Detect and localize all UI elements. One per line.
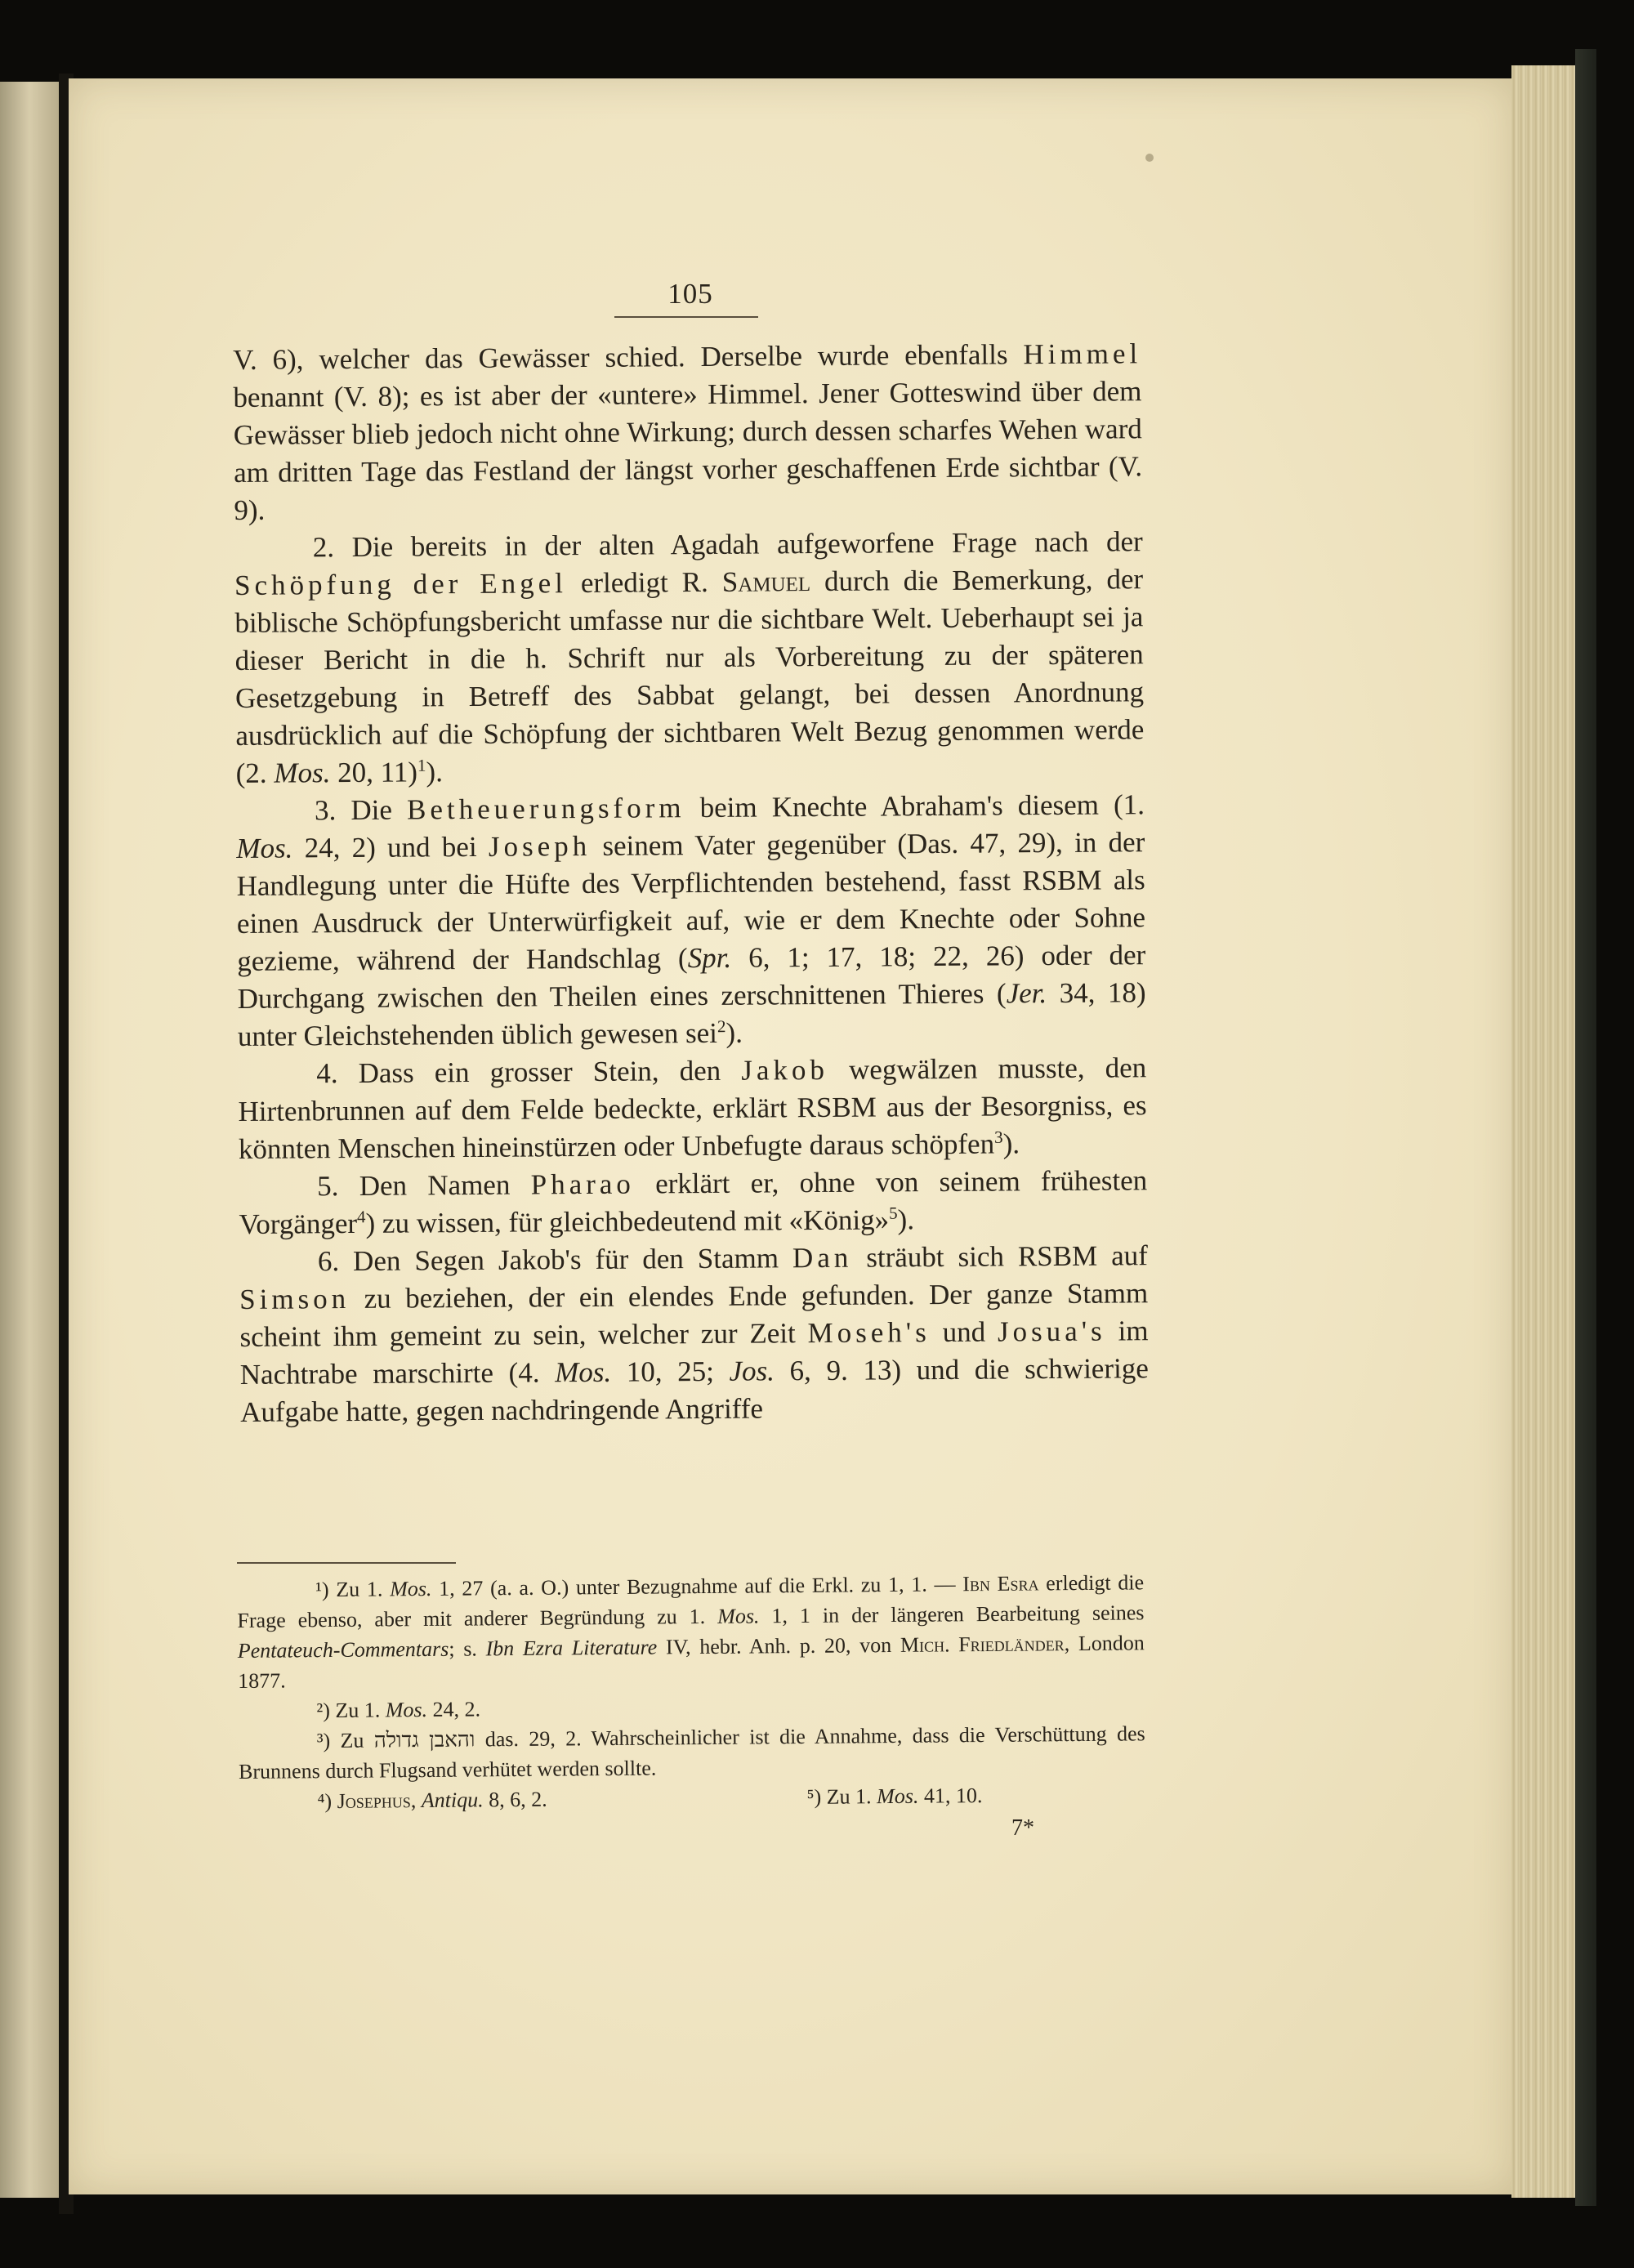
footnote-ref: 3 bbox=[994, 1127, 1003, 1147]
spaced-term: Joseph bbox=[488, 829, 592, 863]
paragraph-3: 3. Die Betheuerungsform beim Knechte Abraham's diesem (1. Mos. 24, 2) und bei Joseph seinem Vater gegenüber (Das. 47, 29), in der Handlegung unter die Hüfte des Verpflichtenden bestehend, fasst RSBM als einen Ausdruck der Unterwürfigkeit auf, wie er dem Knechte oder Sohne gezieme, während der Handschlag (Spr. 6, 1; 17, 18; 22, 26) oder der Durchgang zwischen den Theilen eines zerschnittenen Thieres (Jer. 34, 18) unter Gleichstehenden üblich gewesen sei$^2$). bbox=[236, 788, 1146, 1052]
paragraph-continuation: V. 6), welcher das Gewässer schied. Derselbe wurde ebenfalls Himmel benannt (V. 8); es ist aber der «untere» Himmel. Jener Gotteswind über dem Gewässer blieb jedoch nicht ohne Wirkung; durch dessen scharfes Wehen ward am dritten Tage das Festland der längst vorher geschaffenen Erde sichtbar (V. 9). bbox=[233, 337, 1143, 526]
paragraph-6: 6. Den Segen Jakob's für den Stamm Dan sträubt sich RSBM auf Simson zu beziehen, der ein elendes Ende gefunden. Der ganze Stamm scheint ihm gemeint zu sein, welcher zur Zeit Moseh's und Josua's im Nachtrabe marschirte (4. Mos. 10, 25; Jos. 6, 9. 13) und die schwierige Aufgabe hatte, gegen nachdringende Angriffe bbox=[239, 1239, 1149, 1428]
footnote-rule bbox=[237, 1562, 456, 1564]
spaced-term: Jakob bbox=[741, 1053, 829, 1087]
footnote-ref: 1 bbox=[417, 755, 426, 775]
footnote-ref: 2 bbox=[717, 1016, 726, 1037]
paragraph-5: 5. Den Namen Pharao erklärt er, ohne von seinem frühesten Vorgänger$^4$) zu wissen, für gleichbedeutend mit «König»$^5$). bbox=[239, 1164, 1148, 1240]
footnote-1: ¹) Zu 1. Mos. 1, 27 (a. a. O.) unter Bezugnahme auf die Erkl. zu 1, 1. — Ibn Esra erledigt die Frage ebenso, aber mit anderer Begründung zu 1. Mos. 1, 1 in der längeren Bearbeitung seines Pentateuch-Commentars; s. Ibn Ezra Literature IV, hebr. Anh. p. 20, von Mich. Friedländer, London 1877. bbox=[237, 1570, 1145, 1693]
signature-mark: 7* bbox=[1011, 1815, 1034, 1841]
footnote-ref: 5 bbox=[888, 1203, 898, 1223]
paragraph-2: 2. Die bereits in der alten Agadah aufgeworfene Frage nach der Schöpfung der Engel erledigt R. Samuel durch die Bemerkung, der biblische Schöpfungsbericht umfasse nur die sichtbare Welt. Ueberhaupt sei ja dieser Bericht in die h. Schrift nur als Vorbereitung zu der späteren Gesetzgebung in Betreff des Sabbat gelangt, bei dessen Anordnung ausdrücklich auf die Schöpfung der sichtbaren Welt Bezug genommen werde (2. Mos. 20, 11)$^1$). bbox=[234, 525, 1145, 789]
left-page-edge bbox=[0, 82, 59, 2198]
page-number: 105 bbox=[667, 278, 713, 310]
spaced-term: Moseh's bbox=[807, 1316, 931, 1350]
footnote-2: ²) Zu 1. Mos. 24, 2. bbox=[316, 1697, 481, 1723]
spaced-term: Himmel bbox=[1023, 337, 1142, 371]
spaced-term: Dan bbox=[792, 1241, 853, 1275]
author-name: Samuel bbox=[721, 565, 811, 598]
footnotes bbox=[237, 1567, 1146, 1817]
footnote-ref: 4 bbox=[356, 1207, 366, 1227]
paragraph-4: 4. Dass ein grosser Stein, den Jakob wegwälzen musste, den Hirtenbrunnen auf dem Felde bedeckte, erklärt RSBM aus der Besorgniss, es könnten Menschen hineinstürzen oder Unbefugte daraus schöpfen$^3$). bbox=[238, 1051, 1147, 1165]
footnote-4: ⁴) Josephus, Antiqu. 8, 6, 2. bbox=[317, 1787, 547, 1814]
spaced-term: Simson bbox=[239, 1283, 350, 1315]
main-text bbox=[233, 335, 1149, 1431]
paper-spot bbox=[1145, 154, 1154, 162]
header-rule bbox=[614, 316, 758, 318]
spaced-term: Josua's bbox=[997, 1315, 1106, 1348]
spaced-term: Betheuerungsform bbox=[406, 792, 685, 826]
book-cover-edge bbox=[1575, 49, 1596, 2206]
spaced-term: Pharao bbox=[530, 1167, 635, 1201]
footnote-3: ³) Zu והאבן גדולה das. 29, 2. Wahrscheinlicher ist die Annahme, dass die Verschüttung des Brunnens durch Flugsand verhütet werden sollte. bbox=[238, 1721, 1145, 1784]
footnote-5: ⁵) Zu 1. Mos. 41, 10. bbox=[806, 1784, 983, 1809]
spaced-term: Schöpfung der Engel bbox=[234, 567, 568, 601]
hebrew-phrase: והאבן גדולה bbox=[373, 1727, 475, 1752]
page-stack-edge bbox=[1511, 65, 1577, 2198]
